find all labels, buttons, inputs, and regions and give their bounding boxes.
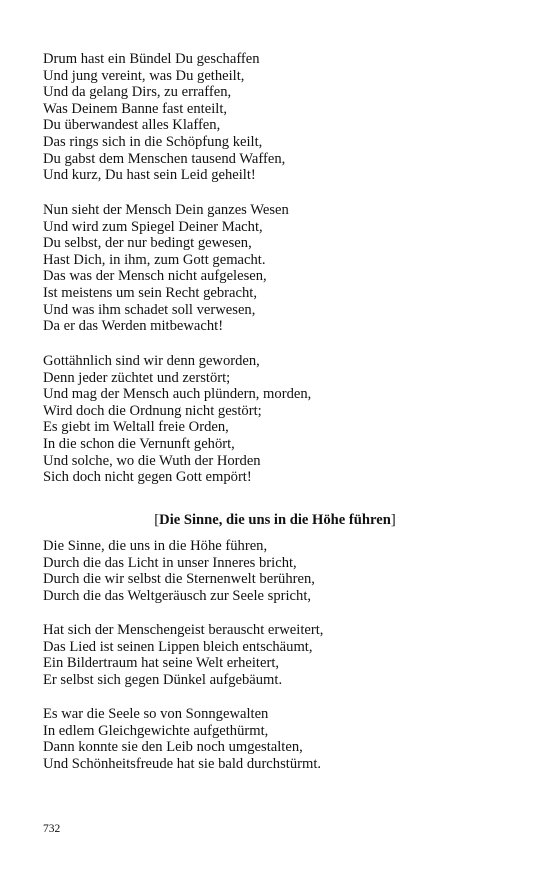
verse-line: Sich doch nicht gegen Gott empört! — [43, 469, 252, 486]
verse-line: Das was der Mensch nicht aufgelesen, — [43, 268, 267, 285]
verse-line: Ein Bildertraum hat seine Welt erheitert, — [43, 655, 280, 672]
verse-line: Es war die Seele so von Sonngewalten — [43, 706, 269, 722]
verse-line: Das rings sich in die Schöpfung keilt, — [43, 133, 263, 150]
verse-line: In die schon die Vernunft gehört, — [43, 435, 235, 452]
verse-line: Dann konnte sie den Leib noch umgestalten, — [43, 739, 303, 756]
verse-line: Und jung vereint, was Du getheilt, — [43, 67, 245, 84]
verse-line: Hat sich der Menschengeist berauscht erweitert, — [43, 622, 324, 638]
verse-line: Und mag der Mensch auch plündern, morden, — [43, 386, 312, 403]
verse-line: Durch die das Licht in unser Inneres bricht, — [43, 554, 297, 571]
verse-line: Wird doch die Ordnung nicht gestört; — [43, 402, 262, 419]
verse-line: Und da gelang Dirs, zu erraffen, — [43, 84, 232, 101]
poem-heading — [0, 512, 550, 529]
page-number: 732 — [43, 823, 61, 835]
verse-line: Das Lied ist seinen Lippen bleich entschäumt, — [43, 638, 313, 655]
verse-line: Da er das Werden mitbewacht! — [43, 318, 224, 335]
verse-line: Es giebt im Weltall freie Orden, — [43, 419, 229, 436]
verse-line: Hast Dich, in ihm, zum Gott gemacht. — [43, 251, 266, 268]
verse-line: Und kurz, Du hast sein Leid geheilt! — [43, 167, 256, 184]
verse-line: Er selbst sich gegen Dünkel aufgebäumt. — [43, 671, 283, 688]
verse-line: Was Deinem Banne fast enteilt, — [43, 100, 228, 117]
verse-line: Und solche, wo die Wuth der Horden — [43, 452, 261, 469]
verse-line: Durch die wir selbst die Sternenwelt berühren, — [43, 571, 315, 588]
verse-line: Drum hast ein Bündel Du geschaffen — [43, 51, 260, 67]
stanza-3 — [43, 353, 311, 486]
verse-line: Denn jeder züchtet und zerstört; — [43, 369, 231, 386]
stanza-5 — [43, 622, 323, 688]
verse-line: Durch die das Weltgeräusch zur Seele spricht, — [43, 587, 312, 604]
stanza-6 — [43, 706, 321, 772]
stanza-1 — [43, 51, 285, 184]
verse-line: Die Sinne, die uns in die Höhe führen, — [43, 538, 268, 554]
heading-bracket-open: [ — [154, 512, 160, 528]
verse-line: In edlem Gleichgewichte aufgethürmt, — [43, 722, 269, 739]
verse-line: Du überwandest alles Klaffen, — [43, 117, 221, 134]
verse-line: Ist meistens um sein Recht gebracht, — [43, 284, 257, 301]
stanza-4 — [43, 538, 315, 604]
stanza-2 — [43, 202, 289, 335]
heading-bracket-close: ] — [390, 512, 396, 528]
verse-line: Und was ihm schadet soll verwesen, — [43, 301, 256, 318]
verse-line: Gottähnlich sind wir denn geworden, — [43, 353, 260, 369]
verse-line: Und wird zum Spiegel Deiner Macht, — [43, 218, 263, 235]
verse-line: Du gabst dem Menschen tausend Waffen, — [43, 150, 286, 167]
verse-line: Du selbst, der nur bedingt gewesen, — [43, 235, 252, 252]
poem-title: Die Sinne, die uns in die Höhe führen — [159, 512, 391, 528]
verse-line: Nun sieht der Mensch Dein ganzes Wesen — [43, 202, 289, 218]
verse-line: Und Schönheitsfreude hat sie bald durchstürmt. — [43, 755, 322, 772]
